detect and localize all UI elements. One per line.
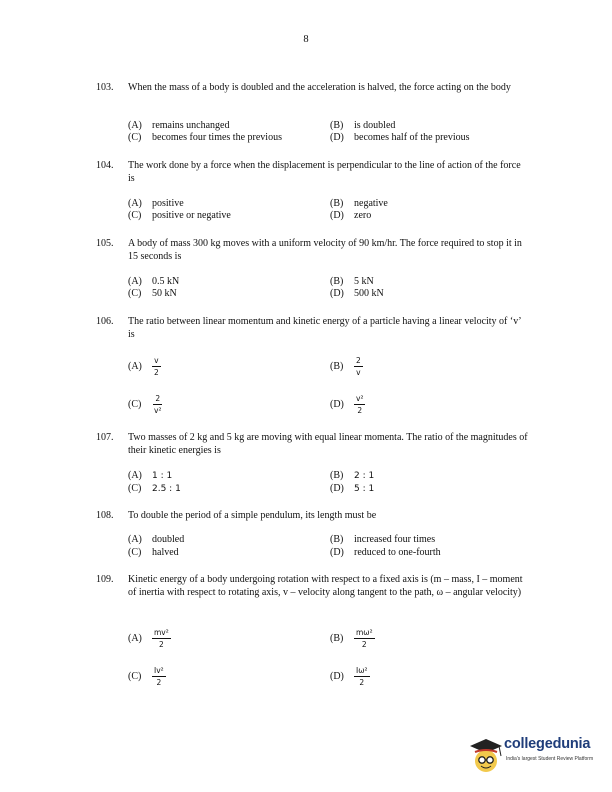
fraction: $\frac{2}{\text{v²}}$ [154,394,162,415]
page-number: 8 [303,34,309,45]
fraction: $\frac{\text{v²}}{2}$ [356,394,364,415]
option-c: (C) $\frac{2}{\text{v²}}$ [128,394,162,415]
question-109 [96,574,528,599]
option-a: (A) positive [128,198,184,209]
question-text: A body of mass 300 kg moves with a uniform velocity of 90 km/hr. The force required to stop it in 15 seconds is [128,238,522,262]
question-number: 106. [96,316,114,327]
option-d: (D) $\frac{\text{Iω²}}{2}$ [330,666,368,687]
question-text: When the mass of a body is doubled and the acceleration is halved, the force acting on the body [128,82,511,93]
collegedunia-logo [468,734,608,778]
fraction: $\frac{\text{Iv²}}{2}$ [154,666,164,687]
question-text: Two masses of 2 kg and 5 kg are moving with equal linear momenta. The ratio of the magnitudes of their kinetic energies is [128,432,528,456]
option-d: (D) zero [330,210,372,221]
option-a: (A) 1 : 1 [128,470,173,481]
option-b: (B) $\frac{2}{v}$ [330,356,361,377]
option-d: (D) reduced to one-fourth [330,547,441,558]
option-b: (B) increased four times [330,534,436,545]
logo-wordmark: collegedunia [504,736,591,752]
option-a: (A) 0.5 kN [128,276,180,287]
option-d: (D) $\frac{\text{v²}}{2}$ [330,394,364,415]
question-text: To double the period of a simple pendulum, its length must be [128,510,377,521]
option-c: (C) $\frac{\text{Iv²}}{2}$ [128,666,164,687]
fraction: $\frac{v}{2}$ [154,356,159,377]
question-106 [96,316,528,341]
option-a: (A) doubled [128,534,185,545]
question-105 [96,238,528,263]
option-b: (B) 2 : 1 [330,470,375,481]
question-107 [96,432,528,457]
fraction: $\frac{\text{mv²}}{2}$ [154,628,169,649]
option-d: (D) becomes half of the previous [330,132,470,143]
question-number: 105. [96,238,114,249]
option-b: (B) negative [330,198,388,209]
option-c: (C) becomes four times the previous [128,132,282,143]
question-number: 109. [96,574,114,585]
question-number: 108. [96,510,114,521]
option-a: (A) $\frac{v}{2}$ [128,356,159,377]
question-text: The work done by a force when the displacement is perpendicular to the line of action of the force is [128,160,521,184]
option-c: (C) halved [128,547,179,558]
question-number: 104. [96,160,114,171]
graduate-icon [468,734,508,778]
fraction: $\frac{2}{v}$ [356,356,361,377]
option-b: (B) 5 kN [330,276,374,287]
fraction: $\frac{\text{Iω²}}{2}$ [356,666,368,687]
option-c: (C) positive or negative [128,210,231,221]
option-d: (D) 500 kN [330,288,384,299]
question-number: 107. [96,432,114,443]
option-a: (A) remains unchanged [128,120,230,131]
question-number: 103. [96,82,114,93]
fraction: $\frac{\text{mω²}}{2}$ [356,628,373,649]
option-a: (A) $\frac{\text{mv²}}{2}$ [128,628,169,649]
option-b: (B) is doubled [330,120,396,131]
question-text: Kinetic energy of a body undergoing rotation with respect to a fixed axis is (m – mass, I – moment of inertia with respect to rotating axis, v – velocity along tangent to the path, ω – angular velocity) [128,574,523,598]
question-text: The ratio between linear momentum and kinetic energy of a particle having a linear velocity of ‘v’ is [128,316,521,340]
question-104 [96,160,528,185]
option-b: (B) $\frac{\text{mω²}}{2}$ [330,628,373,649]
logo-tagline: India's largest Student Review Platform [506,756,594,762]
question-103 [96,82,528,95]
question-108 [96,510,528,523]
option-c: (C) 50 kN [128,288,177,299]
option-c: (C) 2.5 : 1 [128,483,181,494]
option-d: (D) 5 : 1 [330,483,375,494]
